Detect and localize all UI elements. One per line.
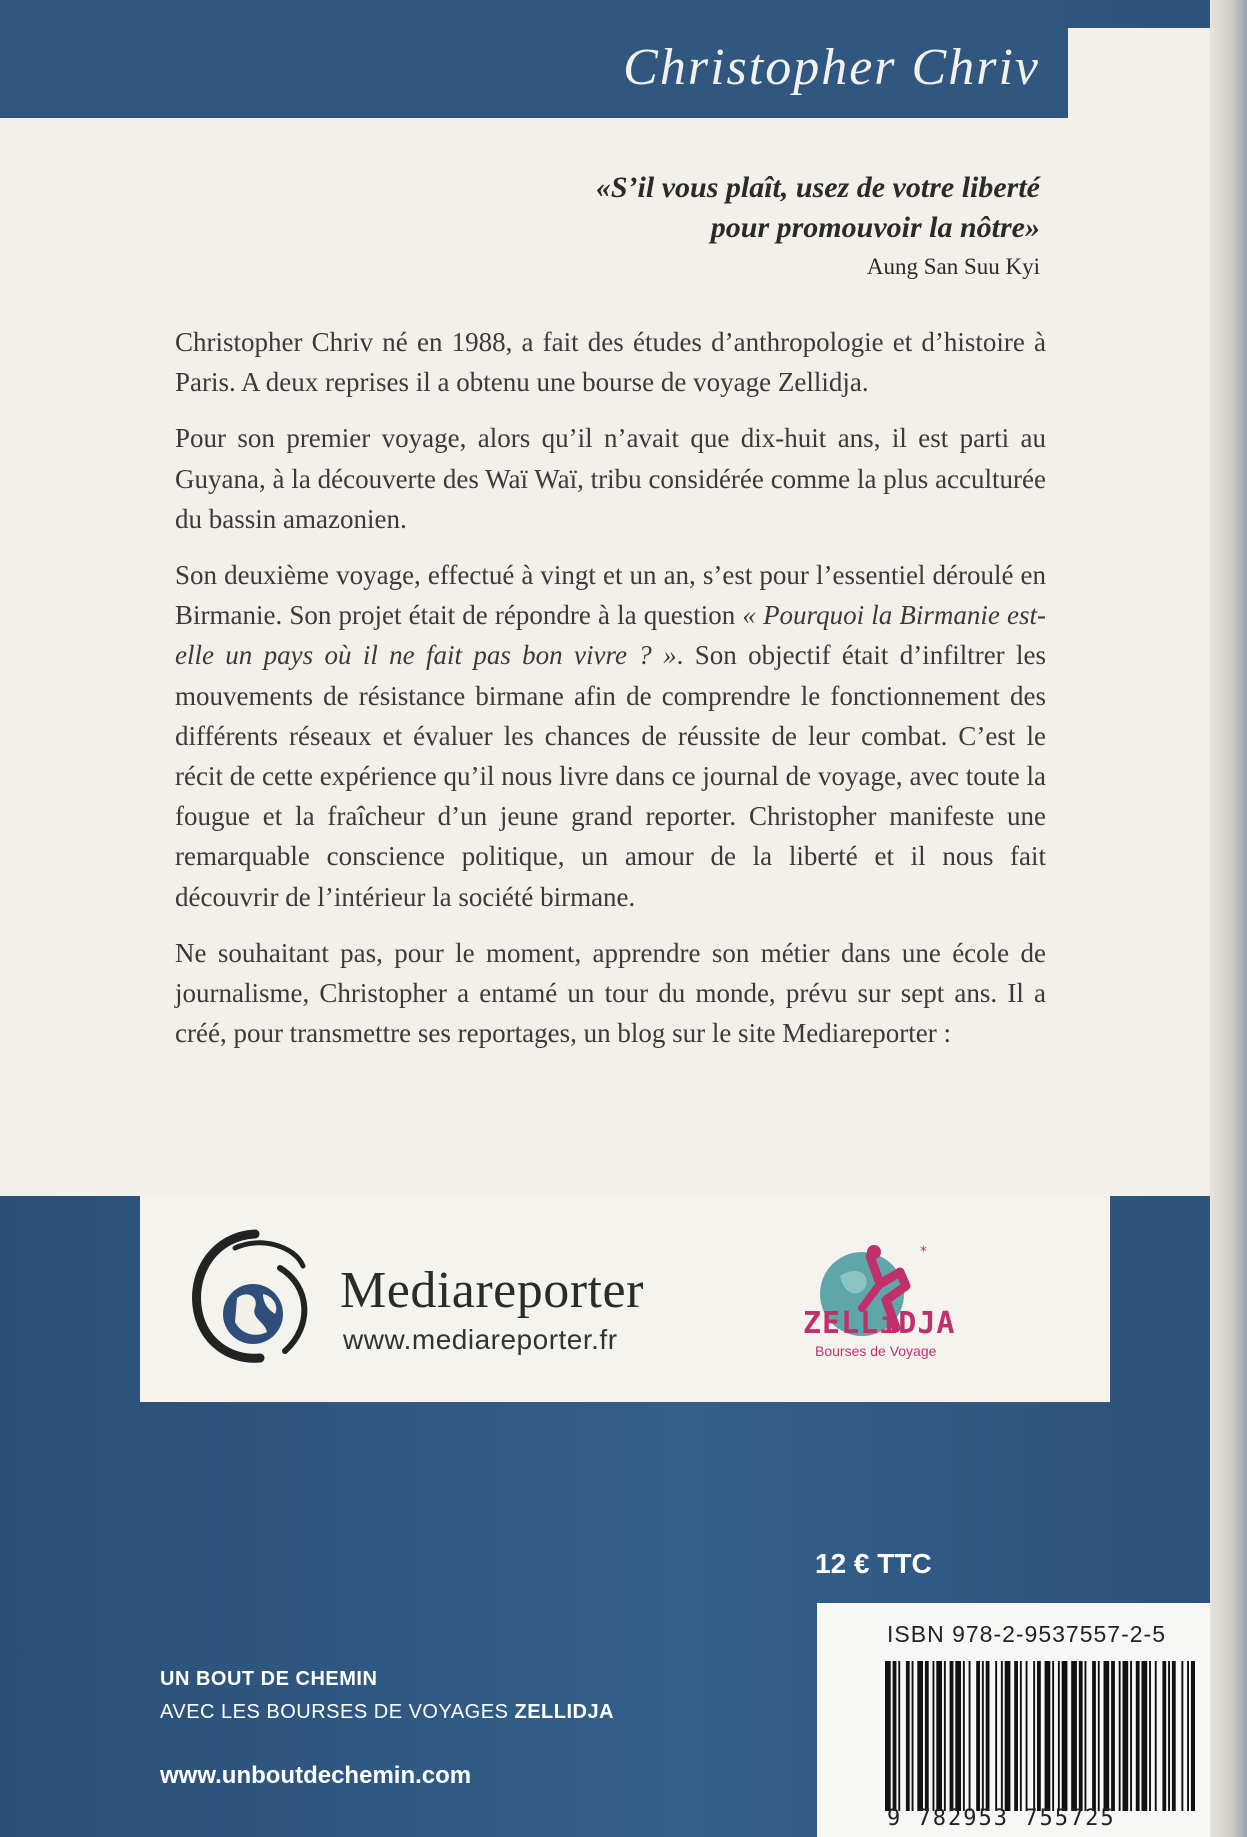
mediareporter-name: Mediareporter — [340, 1262, 644, 1319]
barcode-bar — [1020, 1661, 1022, 1811]
barcode-bar — [925, 1661, 929, 1811]
publisher-partner — [160, 1701, 614, 1724]
barcode-bar — [1104, 1661, 1110, 1811]
author-bio — [175, 322, 1046, 1069]
barcode-bar — [1058, 1661, 1060, 1811]
barcode-bar — [1045, 1661, 1051, 1811]
epigraph-attribution: Aung San Suu Kyi — [866, 254, 1040, 279]
isbn-box — [817, 1603, 1210, 1837]
barcode-bar — [1085, 1661, 1087, 1811]
bio-paragraph-1: Christopher Chriv né en 1988, a fait des études d’anthropologie et d’histoire à Paris. A deux reprises il a obtenu une bourse de voyage Zellidja. — [175, 327, 1046, 398]
barcode-bar — [995, 1661, 997, 1811]
barcode-bar — [1005, 1661, 1011, 1811]
barcode-bar — [1187, 1661, 1189, 1811]
page-edge — [1210, 0, 1247, 1837]
barcode-bar — [1111, 1661, 1115, 1811]
bio-paragraph-3-start: Son deuxième voyage, effectué à vingt et un an, s’est pour l’essentiel déroulé en Birmanie. Son projet était de répondre à la question — [175, 560, 1046, 631]
barcode-bar — [936, 1661, 942, 1811]
barcode-bar — [906, 1661, 910, 1811]
author-name: Christopher Chriv — [623, 39, 1040, 96]
publisher-partner-prefix: AVEC LES BOURSES DE VOYAGES — [160, 1701, 515, 1723]
barcode-bar — [944, 1661, 946, 1811]
barcode-bar — [969, 1661, 971, 1811]
barcode-bar — [982, 1661, 984, 1811]
barcode-bar — [1136, 1661, 1140, 1811]
barcode-bar — [963, 1661, 965, 1811]
bio-paragraph-4: Ne souhaitant pas, pour le moment, apprendre son métier dans une école de journalisme, Christopher a entamé un tour du monde, prévu sur sept ans. Il a créé, pour transmettre ses reportages, un blog sur le site Mediareporter : — [175, 937, 1046, 1049]
bio-paragraph-2: Pour son premier voyage, alors qu’il n’avait que dix-huit ans, il est parti au Guyana, à la découverte des Waï Waï, tribu considérée comme la plus acculturée du bassin amazonien. — [175, 423, 1046, 534]
barcode-bar — [1001, 1661, 1003, 1811]
svg-text:*: * — [920, 1244, 927, 1260]
epigraph-line-1: «S’il vous plaît, usez de votre liberté — [595, 171, 1040, 204]
barcode-bar — [885, 1661, 891, 1811]
bio-paragraph-3-end: . Son objectif était d’infiltrer les mouvements de résistance birmane afin de comprendre le fonctionnement des différents réseaux et évaluer les chances de réussite de leur combat. C’est le récit de cette expérience qu’il nous livre dans ce journal de voyage, avec toute la fougue et la fraîcheur d’un jeune grand reporter. Christopher manifeste une remarquable conscience politique, un amour de la liberté et il nous fait découvrir de l’intérieur la société birmane. — [175, 640, 1046, 912]
publisher-website[interactable]: www.unboutdechemin.com — [160, 1762, 472, 1789]
barcode-bar — [1098, 1661, 1100, 1811]
barcode-bar — [917, 1661, 923, 1811]
publisher-info — [160, 1668, 614, 1724]
barcode-bar — [1062, 1661, 1068, 1811]
barcode-bar — [976, 1661, 980, 1811]
barcode-bar — [1071, 1661, 1077, 1811]
barcode-bar — [1142, 1661, 1148, 1811]
barcode-bar — [1092, 1661, 1096, 1811]
mediareporter-globe-icon — [185, 1226, 320, 1366]
barcode-bar — [1162, 1661, 1166, 1811]
publisher-partner-name: ZELLIDJA — [514, 1701, 615, 1723]
barcode-bar — [1037, 1661, 1041, 1811]
bio-question: « Pourquoi la Birmanie est-elle un pays où il ne fait pas bon vivre ? » — [175, 600, 1046, 671]
barcode-bar — [933, 1661, 935, 1811]
barcode-bar — [898, 1661, 900, 1811]
barcode — [885, 1661, 1195, 1811]
barcode-bar — [1155, 1661, 1157, 1811]
mediareporter-url[interactable]: www.mediareporter.fr — [343, 1324, 618, 1355]
bio-paragraph-3 — [175, 555, 1046, 917]
logo-panel — [140, 1196, 1110, 1402]
barcode-bar — [1130, 1661, 1132, 1811]
barcode-bar — [1191, 1661, 1195, 1811]
barcode-bar — [1181, 1661, 1183, 1811]
title-tab — [1068, 28, 1210, 118]
price-label: 12 € TTC — [815, 1548, 932, 1579]
barcode-bar — [1149, 1661, 1151, 1811]
barcode-bar — [986, 1661, 990, 1811]
barcode-bar — [912, 1661, 914, 1811]
barcode-bar — [1014, 1661, 1018, 1811]
barcode-bar — [1079, 1661, 1083, 1811]
barcode-bar — [1052, 1661, 1054, 1811]
publisher-collection: UN BOUT DE CHEMIN — [160, 1668, 378, 1690]
barcode-bar — [955, 1661, 961, 1811]
barcode-bar — [893, 1661, 897, 1811]
barcode-digits: 9 782953 755725 — [887, 1806, 1116, 1831]
epigraph-line-2: pour promouvoir la nôtre» — [710, 211, 1040, 244]
barcode-bar — [1026, 1661, 1028, 1811]
barcode-bar — [950, 1661, 954, 1811]
isbn-label: ISBN 978-2-9537557-2-5 — [887, 1621, 1166, 1647]
barcode-bar — [1172, 1661, 1176, 1811]
barcode-bar — [1119, 1661, 1121, 1811]
zellidja-subtitle: Bourses de Voyage — [815, 1343, 937, 1359]
zellidja-name: ZELLiDJA — [803, 1306, 956, 1341]
barcode-bar — [1123, 1661, 1129, 1811]
barcode-bar — [1168, 1661, 1170, 1811]
barcode-bar — [1033, 1661, 1035, 1811]
epigraph — [596, 168, 1040, 284]
